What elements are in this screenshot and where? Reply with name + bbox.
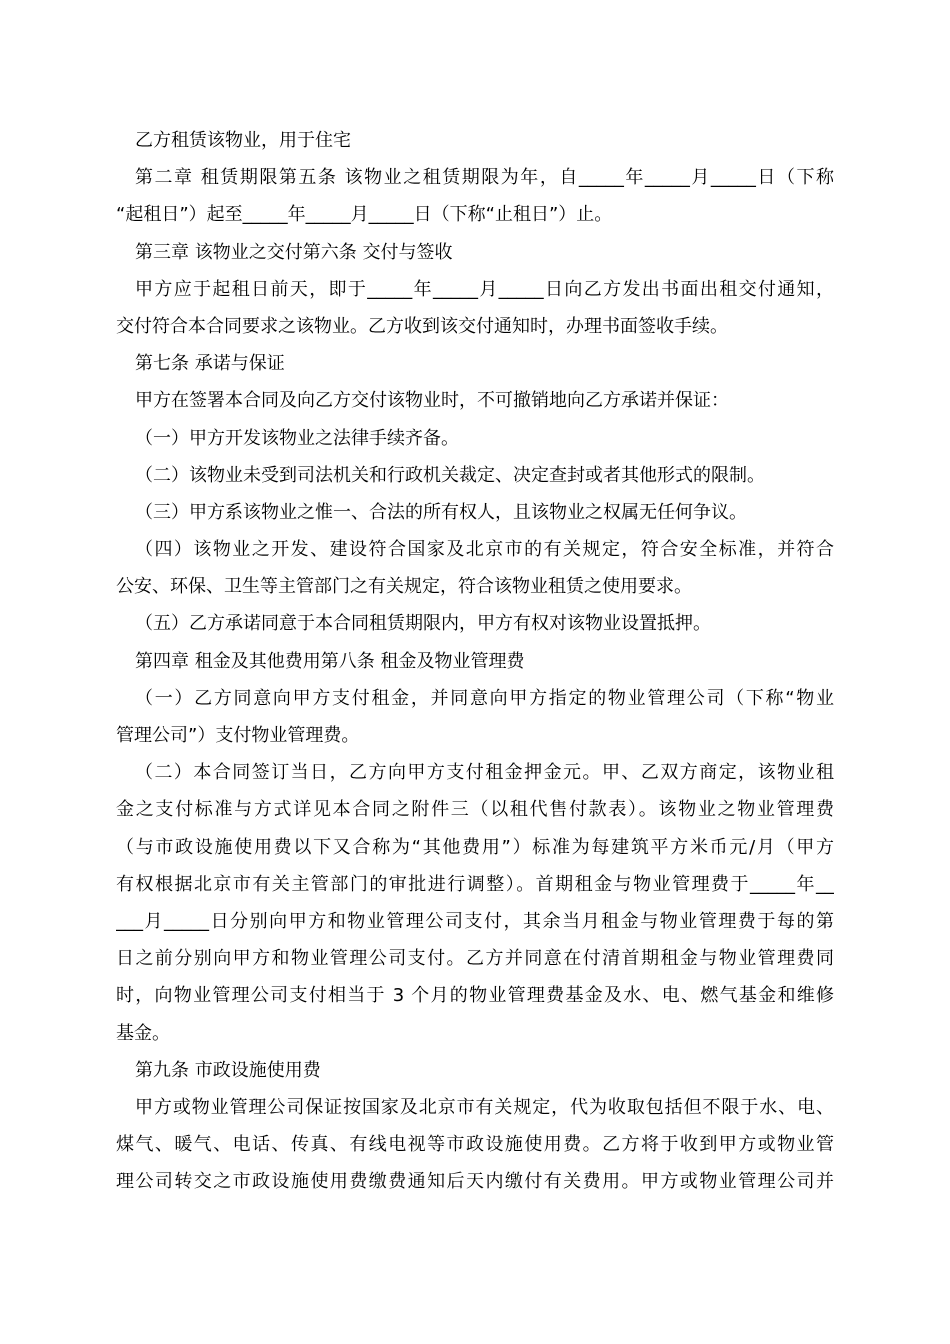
list-item-line: （一）乙方同意向甲方支付租金，并同意向甲方指定的物业管理公司（下称“物业 xyxy=(135,687,834,709)
chapter-heading-line: 第三章 该物业之交付第六条 交付与签收 xyxy=(135,241,453,263)
article-heading-line: 第九条 市政设施使用费 xyxy=(135,1059,321,1081)
paragraph-line: 金之支付标准与方式详见本合同之附件三（以租代售付款表）。该物业之物业管理费 xyxy=(116,799,834,821)
list-item-line: （二）该物业未受到司法机关和行政机关裁定、决定查封或者其他形式的限制。 xyxy=(135,464,765,486)
paragraph-line: 甲方应于起租日前天，即于_____年_____月_____日向乙方发出书面出租交付通知， xyxy=(135,278,834,300)
article-heading-line: 第七条 承诺与保证 xyxy=(135,353,285,375)
paragraph-line: 公安、环保、卫生等主管部门之有关规定，符合该物业租赁之使用要求。 xyxy=(116,576,692,598)
paragraph-line: 管理公司”）支付物业管理费。 xyxy=(116,725,360,746)
list-item-line: （五）乙方承诺同意于本合同租赁期限内，甲方有权对该物业设置抵押。 xyxy=(135,613,711,635)
chapter-heading-line: 第四章 租金及其他费用第八条 租金及物业管理费 xyxy=(135,650,525,672)
list-item-line: （三）甲方系该物业之惟一、合法的所有权人，且该物业之权属无任何争议。 xyxy=(135,501,747,523)
paragraph-line: 甲方在签署本合同及向乙方交付该物业时，不可撤销地向乙方承诺并保证： xyxy=(135,390,729,412)
paragraph-line: 交付符合本合同要求之该物业。乙方收到该交付通知时，办理书面签收手续。 xyxy=(116,315,728,337)
paragraph-line: 时，向物业管理公司支付相当于 3 个月的物业管理费基金及水、电、燃气基金和维修 xyxy=(116,985,834,1007)
paragraph-line: 日之前分别向甲方和物业管理公司支付。乙方并同意在付清首期租金与物业管理费同 xyxy=(116,948,834,970)
list-item-line: （二）本合同签订当日，乙方向甲方支付租金押金元。甲、乙双方商定，该物业租 xyxy=(135,762,834,784)
paragraph-line: 基金。 xyxy=(116,1022,170,1044)
paragraph-line: “起租日”）起至_____年_____月_____日（下称“止租日”）止。 xyxy=(116,204,613,226)
paragraph-line: 有权根据北京市有关主管部门的审批进行调整）。首期租金与物业管理费于_____年__ xyxy=(116,873,834,895)
paragraph-line: （与市政设施使用费以下又合称为“其他费用”）标准为每建筑平方米币元/月（甲方 xyxy=(116,836,834,858)
paragraph-line: 理公司转交之市政设施使用费缴费通知后天内缴付有关费用。甲方或物业管理公司并 xyxy=(116,1171,834,1193)
paragraph-line: ___月_____日分别向甲方和物业管理公司支付，其余当月租金与物业管理费于每的第 xyxy=(116,910,834,932)
paragraph-line: 甲方或物业管理公司保证按国家及北京市有关规定，代为收取包括但不限于水、电、 xyxy=(135,1096,834,1118)
list-item-line: （一）甲方开发该物业之法律手续齐备。 xyxy=(135,427,459,449)
document-body xyxy=(116,122,834,1200)
list-item-line: （四）该物业之开发、建设符合国家及北京市的有关规定，符合安全标准，并符合 xyxy=(135,539,834,561)
paragraph-line: 煤气、暖气、电话、传真、有线电视等市政设施使用费。乙方将于收到甲方或物业管 xyxy=(116,1134,834,1156)
chapter-heading-line: 第二章 租赁期限第五条 该物业之租赁期限为年，自_____年_____月_____日（下称 xyxy=(135,167,834,189)
paragraph-line: 乙方租赁该物业，用于住宅 xyxy=(135,130,351,151)
